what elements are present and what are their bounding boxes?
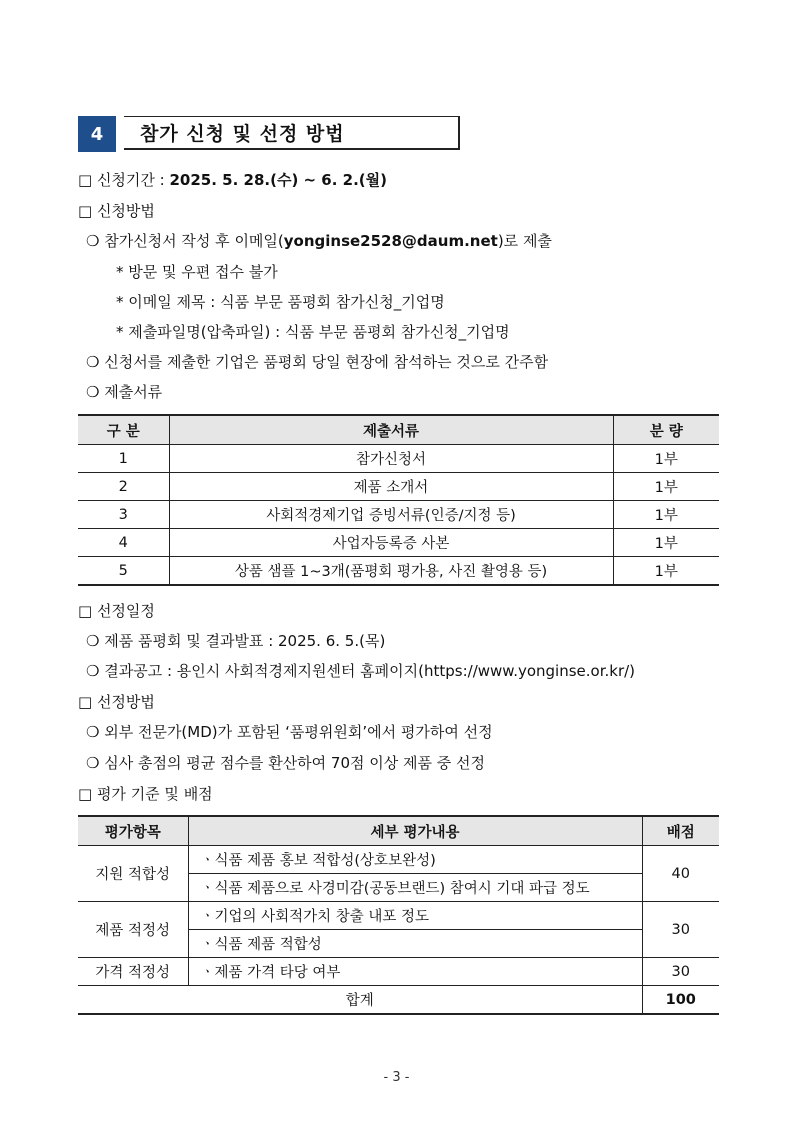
attendance-note: ❍ 신청서를 제출한 기업은 품평회 당일 현장에 참석하는 것으로 간주함 [86,353,549,371]
table-row [78,501,719,529]
eval-detail: ㆍ식품 제품 적합성 [188,930,642,958]
eval-detail: ㆍ식품 제품으로 사경미감(공동브랜드) 참여시 기대 파급 정도 [188,874,642,902]
table-cell: 사업자등록증 사본 [169,529,613,557]
note-line: * 방문 및 우편 접수 불가 [116,263,278,281]
table-row [78,445,719,473]
table-cell: 참가신청서 [169,445,613,473]
table-cell: 3 [78,501,169,529]
table-total-row [78,986,719,1015]
table-row [78,529,719,557]
apply-method-email: ❍ 참가신청서 작성 후 이메일(yonginse2528@daum.net)로 제출 [86,232,552,250]
total-score: 100 [642,986,719,1015]
table-cell: 제품 소개서 [169,473,613,501]
eval-detail: ㆍ기업의 사회적가치 창출 내포 정도 [188,902,642,930]
table-header-row [78,816,719,846]
table-cell: 1부 [613,557,719,586]
eval-detail: ㆍ식품 제품 홍보 적합성(상호보완성) [188,846,642,874]
eval-item: 제품 적정성 [78,902,188,958]
schedule-item: ❍ 결과공고 : 용인시 사회적경제지원센터 홈페이지(https://www.yonginse.or.kr/) [86,662,636,680]
table-cell: 상품 샘플 1~3개(품평회 평가용, 사진 촬영용 등) [169,557,613,586]
table-cell: 사회적경제기업 증빙서류(인증/지정 등) [169,501,613,529]
column-header: 제출서류 [169,415,613,445]
column-header: 분 량 [613,415,719,445]
column-header: 배점 [642,816,719,846]
section-number: 4 [78,116,116,152]
total-label: 합계 [78,986,642,1015]
column-header: 구 분 [78,415,169,445]
section-title: 참가 신청 및 선정 방법 [124,116,460,150]
table-cell: 1 [78,445,169,473]
table-cell: 1부 [613,445,719,473]
email-address: yonginse2528@daum.net [283,232,498,250]
eval-score: 40 [642,846,719,902]
table-row [78,958,719,986]
table-header-row [78,415,719,445]
docs-heading: ❍ 제출서류 [86,383,163,401]
eval-detail: ㆍ제품 가격 타당 여부 [188,958,642,986]
table-cell: 1부 [613,501,719,529]
table-cell: 5 [78,557,169,586]
eval-score: 30 [642,902,719,958]
table-row [78,846,719,874]
schedule-item: ❍ 제품 품평회 및 결과발표 : 2025. 6. 5.(목) [86,632,386,650]
table-cell: 2 [78,473,169,501]
table-row [78,473,719,501]
apply-method-heading: □ 신청방법 [78,202,155,220]
table-cell: 1부 [613,473,719,501]
selection-heading: □ 선정방법 [78,693,155,711]
table-row [78,557,719,586]
docs-table [78,414,719,586]
criteria-heading: □ 평가 기준 및 배점 [78,785,213,803]
apply-period: □ 신청기간 : 2025. 5. 28.(수) ~ 6. 2.(월) [78,171,388,189]
note-line: * 이메일 제목 : 식품 부문 품평회 참가신청_기업명 [116,293,445,311]
selection-item: ❍ 심사 총점의 평균 점수를 환산하여 70점 이상 제품 중 선정 [86,754,485,772]
section-header [78,116,462,154]
table-row [78,902,719,930]
eval-item: 지원 적합성 [78,846,188,902]
table-cell: 4 [78,529,169,557]
page-number: - 3 - [383,1070,410,1085]
evaluation-table [78,815,719,1015]
table-cell: 1부 [613,529,719,557]
apply-period-value: 2025. 5. 28.(수) ~ 6. 2.(월) [169,171,388,189]
schedule-heading: □ 선정일정 [78,602,155,620]
eval-item: 가격 적정성 [78,958,188,986]
note-line: * 제출파일명(압축파일) : 식품 부문 품평회 참가신청_기업명 [116,323,510,341]
selection-item: ❍ 외부 전문가(MD)가 포함된 ‘품평위원회’에서 평가하여 선정 [86,723,493,741]
column-header: 평가항목 [78,816,188,846]
column-header: 세부 평가내용 [188,816,642,846]
eval-score: 30 [642,958,719,986]
